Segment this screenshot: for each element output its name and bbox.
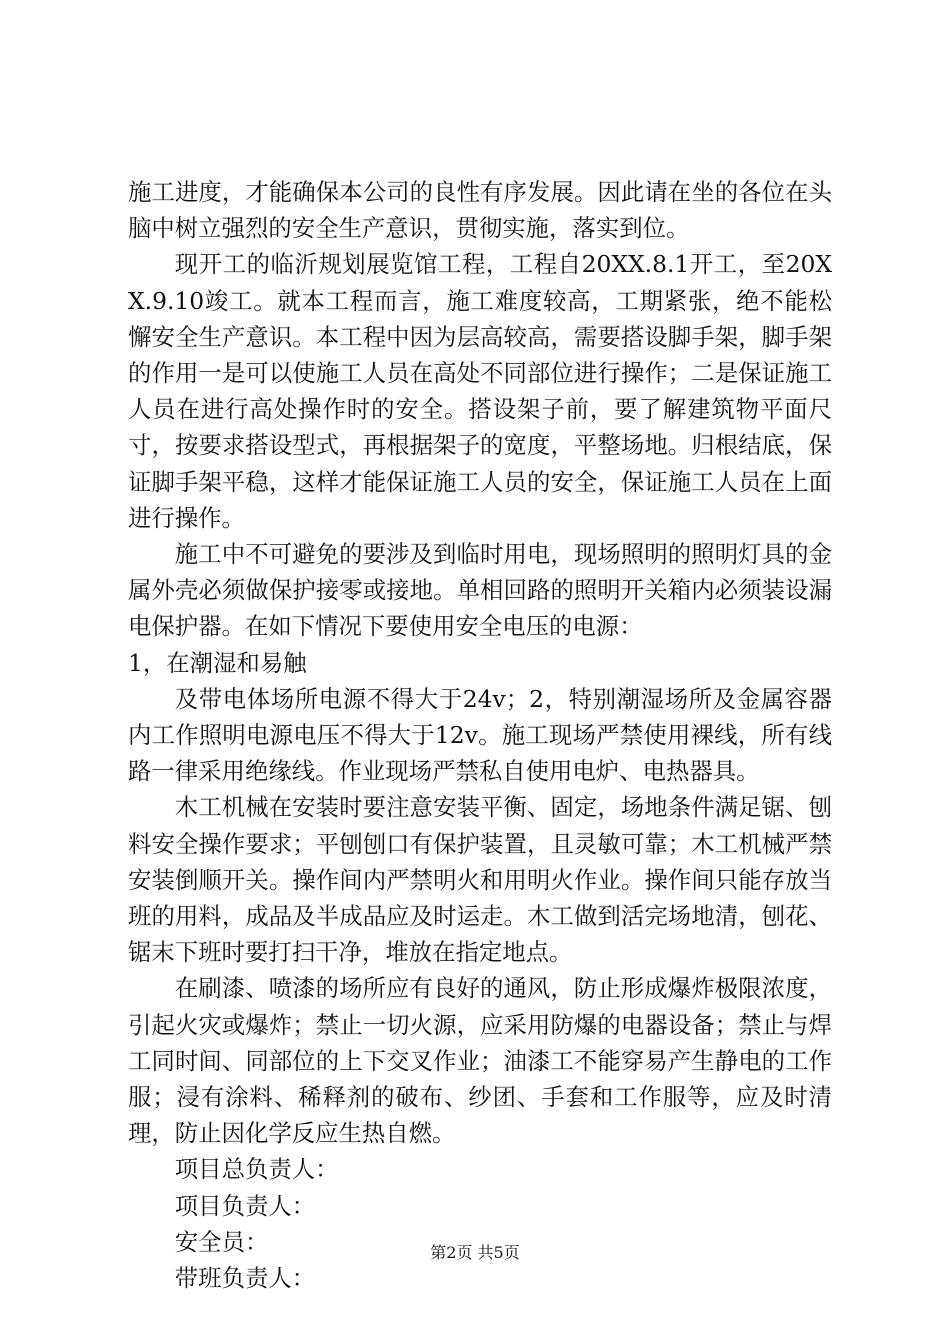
paragraph-woodworking: 木工机械在安装时要注意安装平衡、固定，场地条件满足锯、刨料安全操作要求；平刨刨口有保护装置，且灵敏可靠；木工机械严禁安装倒顺开关。操作间内严禁明火和用明火作业。操作间只能存放当班的用料，成品及半成品应及时运走。木工做到活完场地清，刨花、锯末下班时要打扫干净，堆放在指定地点。 (128, 793, 832, 967)
paragraph-fragment: 1，在潮湿和易触 (128, 648, 307, 677)
paragraph-continuation: 施工进度，才能确保本公司的良性有序发展。因此请在坐的各位在头脑中树立强烈的安全生产意识，贯彻实施，落实到位。 (128, 178, 832, 243)
document-body (128, 174, 832, 1296)
paragraph-temporary-power: 施工中不可避免的要涉及到临时用电，现场照明的照明灯具的金属外壳必须做保护接零或接地。单相回路的照明开关箱内必须装设漏电保护器。在如下情况下要使用安全电压的电源： (128, 540, 832, 641)
signature-shift-lead: 带班负责人： (174, 1264, 316, 1293)
page-number-footer: 第2页 共5页 (430, 1243, 520, 1262)
paragraph-voltage-limits: 及带电体场所电源不得大于24v；2，特别潮湿场所及金属容器内工作照明电源电压不得大于12v。施工现场严禁使用裸线，所有线路一律采用绝缘线。作业现场严禁私自使用电炉、电热器具。 (128, 684, 832, 786)
signature-project-lead: 项目负责人： (174, 1191, 316, 1220)
signature-project-general-lead: 项目总负责人： (174, 1155, 339, 1184)
paragraph-project-schedule: 现开工的临沂规划展览馆工程，工程自20XX.8.1开工，至20XX.9.10竣工。就本工程而言，施工难度较高，工期紧张，绝不能松懈安全生产意识。本工程中因为层高较高，需要搭设脚手架，脚手架的作用一是可以使施工人员在高处不同部位进行操作；二是保证施工人员在进行高处操作时的安全。搭设架子前，要了解建筑物平面尺寸，按要求搭设型式，再根据架子的宽度，平整场地。归根结底，保证脚手架平稳，这样才能保证施工人员的安全，保证施工人员在上面进行操作。 (128, 250, 832, 532)
signature-safety-officer: 安全员： (174, 1227, 269, 1256)
paragraph-painting: 在刷漆、喷漆的场所应有良好的通风，防止形成爆炸极限浓度，引起火灾或爆炸；禁止一切火源，应采用防爆的电器设备；禁止与焊工同时间、同部位的上下交叉作业；油漆工不能穿易产生静电的工作服；浸有涂料、稀释剂的破布、纱团、手套和工作服等，应及时清理，防止因化学反应生热自燃。 (128, 974, 832, 1148)
